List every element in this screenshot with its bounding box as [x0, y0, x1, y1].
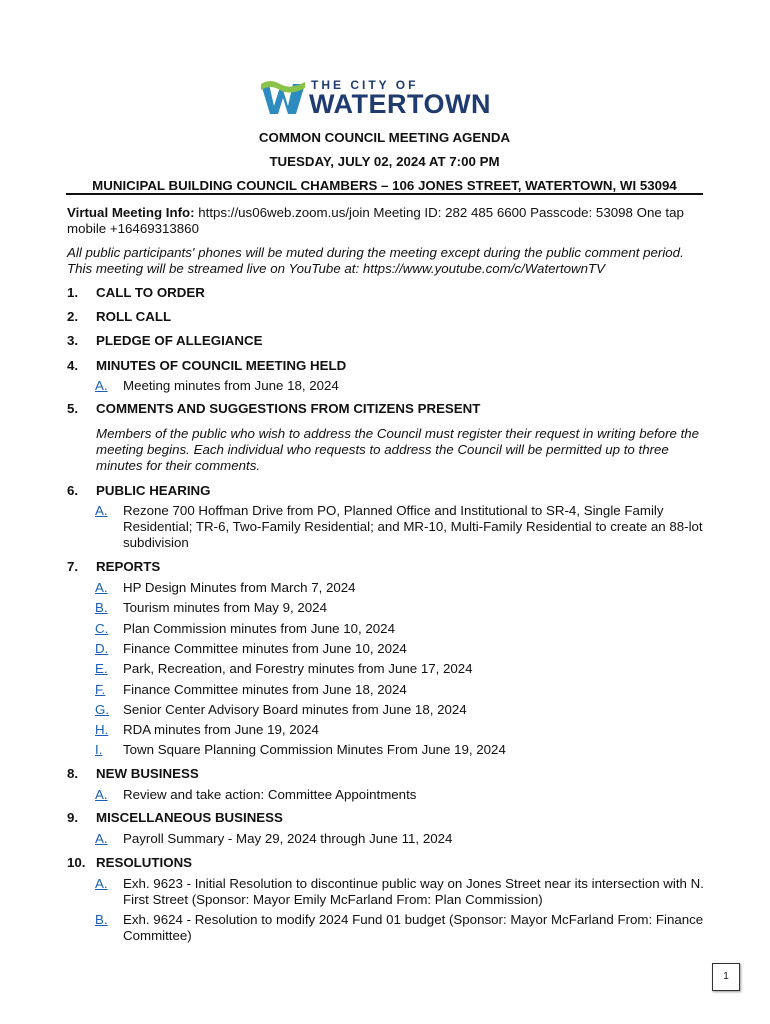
sub-item-text: Park, Recreation, and Forestry minutes from June 17, 2024	[123, 661, 473, 676]
item-title: ROLL CALL	[96, 309, 172, 324]
item-title: CALL TO ORDER	[96, 285, 205, 300]
sub-item-link[interactable]: A.	[95, 378, 108, 393]
item-number: 5.	[67, 401, 79, 416]
sub-item-link[interactable]: A.	[95, 876, 108, 891]
sub-item-link[interactable]: B.	[95, 912, 108, 927]
sub-item-link[interactable]: F.	[95, 682, 106, 697]
sub-item-text: Rezone 700 Hoffman Drive from PO, Planned Office and Institutional to SR-4, Single Family Residential; TR-6, Two-Family Residential; and MR-10, Multi-Family Residential to create an 88-lot subdivision	[123, 503, 703, 550]
logo-main-text: WATERTOWN	[309, 89, 491, 119]
sub-item-text: HP Design Minutes from March 7, 2024	[123, 580, 356, 595]
item-title: NEW BUSINESS	[96, 766, 199, 781]
header-divider	[66, 193, 703, 195]
item-number: 1.	[67, 285, 79, 300]
meeting-date: TUESDAY, JULY 02, 2024 AT 7:00 PM	[269, 154, 500, 169]
sub-item-link[interactable]: E.	[95, 661, 108, 676]
sub-item-text: Town Square Planning Commission Minutes From June 19, 2024	[123, 742, 506, 757]
item-title: COMMENTS AND SUGGESTIONS FROM CITIZENS PRESENT	[96, 401, 481, 416]
sub-item-text: Plan Commission minutes from June 10, 2024	[123, 621, 395, 636]
sub-item-text: RDA minutes from June 19, 2024	[123, 722, 319, 737]
watertown-wave-icon	[260, 76, 306, 116]
meeting-location: MUNICIPAL BUILDING COUNCIL CHAMBERS – 106 JONES STREET, WATERTOWN, WI 53094	[92, 178, 677, 193]
item-title: MISCELLANEOUS BUSINESS	[96, 810, 283, 825]
item-title: RESOLUTIONS	[96, 855, 193, 870]
sub-item-link[interactable]: C.	[95, 621, 109, 636]
item-title: PUBLIC HEARING	[96, 483, 211, 498]
sub-item-text: Exh. 9624 - Resolution to modify 2024 Fund 01 budget (Sponsor: Mayor McFarland From: Finance Committee)	[123, 912, 704, 943]
sub-item-link[interactable]: B.	[95, 600, 108, 615]
item-number: 6.	[67, 483, 79, 498]
page-number: 1	[712, 963, 740, 991]
sub-item-text: Exh. 9623 - Initial Resolution to discontinue public way on Jones Street near its intersection with N. First Street (Sponsor: Mayor Emily McFarland From: Plan Commission)	[123, 876, 704, 907]
sub-item-text: Senior Center Advisory Board minutes from June 18, 2024	[123, 702, 467, 717]
sub-item-link[interactable]: A.	[95, 503, 108, 518]
sub-item-link[interactable]: A.	[95, 787, 108, 802]
item-title: REPORTS	[96, 559, 161, 574]
virtual-meeting-text: https://us06web.zoom.us/join Meeting ID: 282 485 6600 Passcode: 53098 One tap mobile +16469313860	[67, 205, 684, 236]
city-logo	[260, 76, 516, 120]
public-notice: All public participants' phones will be muted during the meeting except during the public comment period. This meeting will be streamed live on YouTube at: https://www.youtube.com/c/WatertownTV	[67, 245, 684, 276]
sub-item-link[interactable]: A.	[95, 580, 108, 595]
item-number: 9.	[67, 810, 79, 825]
sub-item-link[interactable]: H.	[95, 722, 109, 737]
item-number: 8.	[67, 766, 79, 781]
item-number: 10.	[67, 855, 86, 870]
sub-item-text: Review and take action: Committee Appointments	[123, 787, 417, 802]
item-number: 3.	[67, 333, 79, 348]
agenda-title: COMMON COUNCIL MEETING AGENDA	[258, 130, 511, 145]
sub-item-text: Meeting minutes from June 18, 2024	[123, 378, 339, 393]
item-number: 2.	[67, 309, 79, 324]
sub-item-link[interactable]: I.	[95, 742, 103, 757]
comments-note: Members of the public who wish to address the Council must register their request in writing before the meeting begins. Each individual who requests to address the Council will be permitted up to three minutes for their comments.	[96, 426, 700, 473]
sub-item-text: Tourism minutes from May 9, 2024	[123, 600, 327, 615]
sub-item-text: Finance Committee minutes from June 10, 2024	[123, 641, 407, 656]
item-number: 7.	[67, 559, 79, 574]
sub-item-link[interactable]: A.	[95, 831, 108, 846]
sub-item-text: Payroll Summary - May 29, 2024 through June 11, 2024	[123, 831, 453, 846]
sub-item-text: Finance Committee minutes from June 18, 2024	[123, 682, 407, 697]
sub-item-link[interactable]: D.	[95, 641, 109, 656]
item-title: PLEDGE OF ALLEGIANCE	[96, 333, 263, 348]
sub-item-link[interactable]: G.	[95, 702, 110, 717]
logo-top-text: THE CITY OF	[311, 78, 419, 92]
item-number: 4.	[67, 358, 79, 373]
item-title: MINUTES OF COUNCIL MEETING HELD	[96, 358, 347, 373]
virtual-meeting-info	[67, 205, 703, 237]
virtual-meeting-label: Virtual Meeting Info:	[67, 205, 195, 220]
